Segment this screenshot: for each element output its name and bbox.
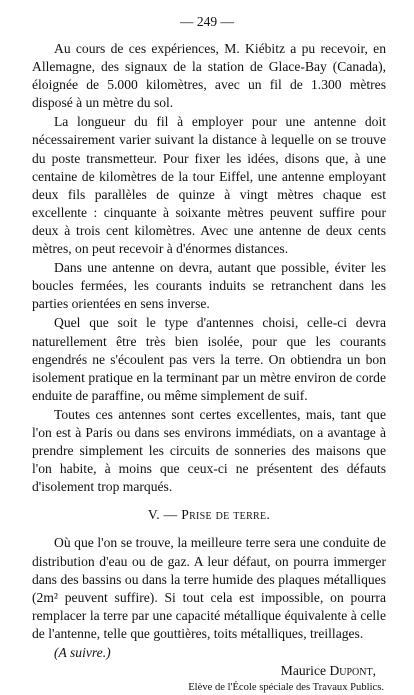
paragraph: Quel que soit le type d'antennes choisi, celle-ci devra naturellement être très bien isolée, pour que les courants engendrés ne s'écoulent pas vers la terre. On obtiendra un bon isolement pratique en la terminant par un mètre environ de corde enduite de paraffine, ou même simplement de suif. bbox=[32, 315, 386, 403]
author-signature bbox=[32, 662, 386, 680]
paragraph: Dans une antenne on devra, autant que possible, éviter les boucles fermées, les courants induits se retranchent dans les parties orientées en sens inverse. bbox=[32, 260, 386, 312]
author-first-name: Maurice bbox=[280, 663, 327, 679]
paragraph: La longueur du fil à employer pour une antenne doit nécessairement varier suivant la distance à lequelle on se trouve du poste transmetteur. Pour fixer les idées, disons que, à une centaine de kilomètres de la tour Eiffel, une antenne employant deux fils parallèles de quinze à vingt mètres chaque est excellente : cinquante à soixante mètres peuvent suffire pour deux à trois cent kilomètres. Avec une antenne de deux cents mètres, on peut recevoir à d'énormes distances. bbox=[32, 114, 386, 257]
paragraph: Toutes ces antennes sont certes excellentes, mais, tant que l'on est à Paris ou dans ses environs immédiats, on a avantage à prendre simplement les circuits de sonneries des maisons que l'on habite, à moins que ceux-ci ne présentent des défauts d'isolement trop marqués. bbox=[32, 406, 386, 495]
author-affiliation: Elève de l'École spéciale des Travaux Publics. bbox=[188, 682, 384, 694]
page-number: — 249 — bbox=[180, 14, 234, 29]
paragraph: Au cours de ces expériences, M. Kiébitz a pu recevoir, en Allemagne, des signaux de la station de Glace-Bay (Canada), éloignée de 5.000 kilomètres, avec un fil de 1.300 mètres disposé à un mètre du sol. bbox=[32, 41, 386, 111]
to-be-continued: (A suivre.) bbox=[54, 645, 111, 660]
section-heading bbox=[32, 506, 386, 524]
section-title: Prise de terre. bbox=[181, 507, 271, 523]
section-number: V. — bbox=[147, 507, 178, 523]
paragraph: Où que l'on se trouve, la meilleure terre sera une conduite de distribution d'eau ou de gaz. A leur défaut, on pourra immerger dans des bassins ou dans la terre humide des plaques métalliques (2m² peuvent suffire). Si tout cela est impossible, on pourra remplacer la terre par une capacité métallique équivalente à celle de l'antenne, telle que gouttières, toits métalliques, treillages. bbox=[32, 535, 386, 641]
article-body bbox=[32, 40, 386, 695]
author-last-name: Dupont, bbox=[329, 663, 376, 679]
